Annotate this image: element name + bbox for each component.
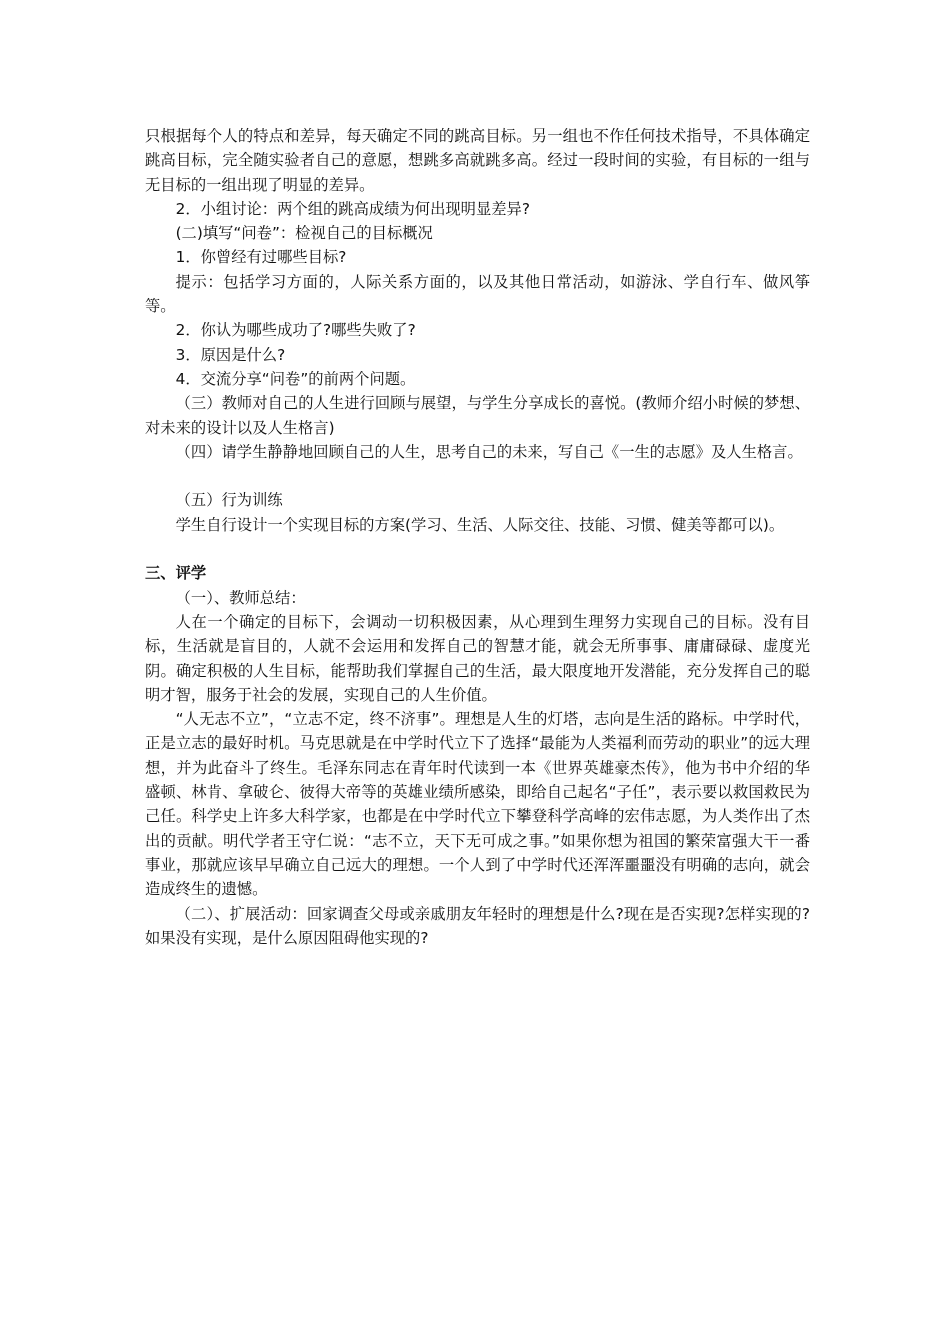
blank-line xyxy=(145,464,810,488)
paragraph-teacher-review: （三）教师对自己的人生进行回顾与展望，与学生分享成长的喜悦。(教师介绍小时候的梦想、对未来的设计以及人生格言) xyxy=(145,394,810,437)
paragraph-student-reflection: （四）请学生静静地回顾自己的人生，思考自己的未来，写自己《一生的志愿》及人生格言。 xyxy=(175,442,803,461)
blank-line xyxy=(145,537,810,561)
paragraph-group-discussion: 2．小组讨论：两个组的跳高成绩为何出现明显差异? xyxy=(175,199,530,218)
paragraph-behavior-training-body: 学生自行设计一个实现目标的方案(学习、生活、人际交往、技能、习惯、健美等都可以)。 xyxy=(175,515,785,534)
paragraph-teacher-summary-heading: （一）、教师总结： xyxy=(175,588,306,607)
paragraph-questionnaire-heading: (二)填写“问卷”：检视自己的目标概况 xyxy=(175,224,433,243)
paragraph-question-2: 2．你认为哪些成功了?哪些失败了? xyxy=(175,321,416,340)
paragraph-question-3: 3．原因是什么? xyxy=(175,345,286,364)
paragraph-behavior-training-heading: （五）行为训练 xyxy=(175,491,283,510)
paragraph-extension-activity: （二）、扩展活动：回家调查父母或亲戚朋友年轻时的理想是什么?现在是否实现?怎样实现的?如果没有实现，是什么原因阻碍他实现的? xyxy=(145,904,810,947)
paragraph-hint: 提示：包括学习方面的，人际关系方面的，以及其他日常活动，如游泳、学自行车、做风筝等。 xyxy=(145,272,810,316)
section-heading-evaluation: 三、评学 xyxy=(145,564,207,583)
document-body xyxy=(145,124,810,950)
paragraph-question-4: 4．交流分享“问卷”的前两个问题。 xyxy=(175,369,416,388)
paragraph-experiment-continued: 只根据每个人的特点和差异，每天确定不同的跳高目标。另一组也不作任何技术指导，不具体确定跳高目标，完全随实验者自己的意愿，想跳多高就跳多高。经过一段时间的实验，有目标的一组与无目标的一组出现了明显的差异。 xyxy=(145,127,810,194)
paragraph-teacher-summary-body: 人在一个确定的目标下，会调动一切积极因素，从心理到生理努力实现自己的目标。没有目标，生活就是盲目的，人就不会运用和发挥自己的智慧才能，就会无所事事、庸庸碌碌、虚度光阴。确定积极的人生目标，能帮助我们掌握自己的生活，最大限度地开发潜能，充分发挥自己的聪明才智，服务于社会的发展，实现自己的人生价值。 xyxy=(145,612,810,704)
paragraph-ambition-quotes: “人无志不立”，“立志不定，终不济事”。理想是人生的灯塔，志向是生活的路标。中学时代，正是立志的最好时机。马克思就是在中学时代立下了选择“最能为人类福利而劳动的职业”的远大理想，并为此奋斗了终生。毛泽东同志在青年时代读到一本《世界英雄豪杰传》，他为书中介绍的华盛顿、林肯、拿破仑、彼得大帝等的英雄业绩所感染，即给自己起名“子任”，表示要以救国救民为己任。科学史上许多大科学家，也都是在中学时代立下攀登科学高峰的宏伟志愿，为人类作出了杰出的贡献。明代学者王守仁说：“志不立，天下无可成之事。”如果你想为祖国的繁荣富强大干一番事业，那就应该早早确立自己远大的理想。一个人到了中学时代还浑浑噩噩没有明确的志向，就会造成终生的遗憾。 xyxy=(145,710,810,899)
paragraph-question-1: 1．你曾经有过哪些目标? xyxy=(175,248,347,267)
